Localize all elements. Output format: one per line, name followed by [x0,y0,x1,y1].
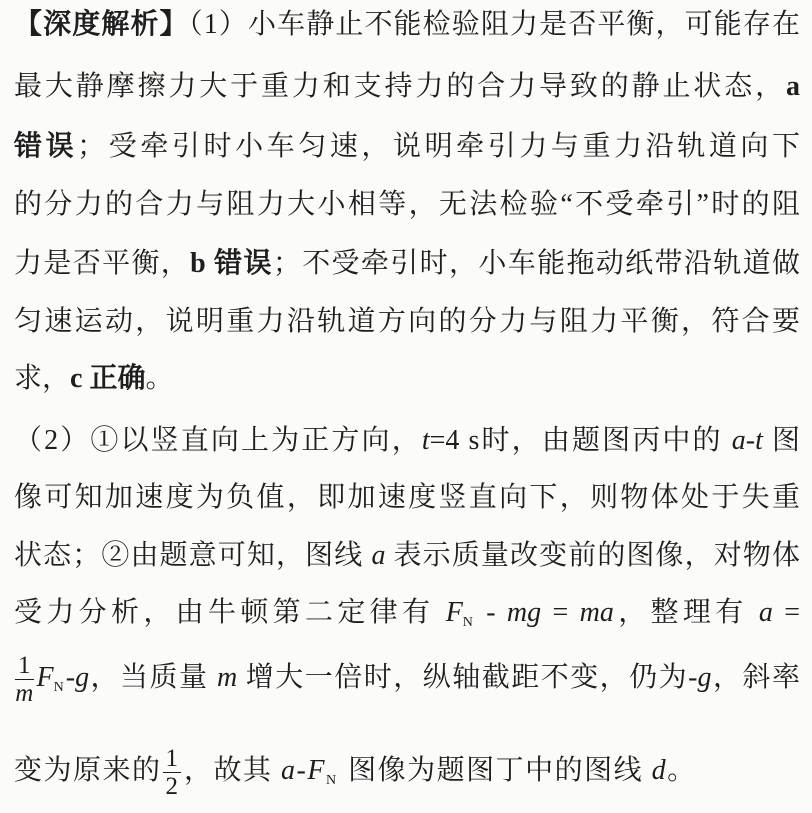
math-subscript-N: N [53,680,64,695]
text-segment: （1）小车静止不能检验阻力是否平衡，可能存在 [188,9,800,40]
math-variable-F: F [445,597,463,628]
math-dash: - [296,755,308,786]
text-segment: ，斜率 [711,662,800,693]
fraction-numerator: 1 [163,745,182,773]
text-line-9 [14,478,800,518]
text-line-3 [14,127,800,167]
text-segment: 求， [14,363,71,394]
text-line-4 [14,185,800,225]
answer-verdict: b 错误 [190,248,273,279]
math-variable-a: a [371,540,386,571]
math-variable-a: a [731,425,746,456]
answer-option-label: a [786,71,800,102]
text-line-8 [14,421,800,461]
text-line-12 [14,646,800,720]
text-line-11 [14,593,800,643]
math-operator: = [772,597,800,628]
text-line-7 [14,359,800,399]
text-segment: 。 [145,363,174,394]
text-line-13 [14,739,800,813]
math-variable-g: g [697,662,712,693]
math-variable-a: a [758,597,773,628]
text-segment: 的分力的合力与阻力大小相等，无法检验“不受牵引”时的阻 [14,189,800,220]
text-line-1 [14,5,800,45]
math-variable-a: a [281,755,297,786]
text-segment: 增大一倍时，纵轴截距不变，仍为- [237,662,698,693]
text-segment: ；受牵引时小车匀速，说明牵引力与重力沿轨道向下 [77,131,800,162]
fraction-numerator: 1 [15,652,34,680]
text-segment: 受力分析，由牛顿第二定律有 [14,597,446,628]
text-line-6 [14,302,800,342]
text-segment: 匀速运动，说明重力沿轨道方向的分力与阻力平衡，符合要 [14,306,800,337]
text-segment: 最大静摩擦力大于重力和支持力的合力导致的静止状态， [14,71,786,102]
math-variable-t: t [755,425,763,456]
math-variable-d: d [651,755,668,786]
section-heading: 【深度解析】 [14,9,189,40]
math-variable-g: g [75,662,90,693]
text-segment: =4 s时，由题图丙中的 [429,425,732,456]
math-variable-m: m [217,662,238,693]
text-segment: （2）①以竖直向上为正方向， [14,425,422,456]
text-segment: ，整理有 [613,597,759,628]
math-operator: - [65,662,76,693]
fraction-denominator: 2 [165,773,179,801]
answer-verdict: 错误 [14,131,78,162]
text-line-2 [14,67,800,107]
math-subscript-N: N [325,773,338,788]
answer-verdict: c 正确 [70,363,146,394]
text-segment: ，故其 [184,755,282,786]
text-segment: 力是否平衡， [14,248,191,279]
fraction-denominator: m [15,680,34,708]
text-segment: 状态；②由题意可知，图线 [14,540,372,571]
math-variable-F: F [36,662,54,693]
text-line-5 [14,244,800,284]
text-segment: 图像为题图丁中的图线 [339,755,652,786]
text-segment: 像可知加速度为负值，即加速度竖直向下，则物体处于失重 [14,482,800,513]
math-term-mg: mg [506,597,542,628]
text-segment: ；不受牵引时，小车能拖动纸带沿轨道做 [272,248,800,279]
math-operator: = [541,597,580,628]
math-operator: - [474,597,507,628]
text-segment: 变为原来的 [14,755,162,786]
fraction-one-over-m [15,652,34,707]
text-segment: 图 [762,425,800,456]
math-variable-F: F [307,755,326,786]
math-variable-t: t [421,425,430,456]
fraction-one-half [163,745,182,800]
text-line-10 [14,536,800,576]
math-dash: - [745,425,756,456]
math-subscript-N: N [462,615,473,630]
text-segment: ，当质量 [89,662,218,693]
math-term-ma: ma [579,597,614,628]
text-segment: 。 [667,755,697,786]
text-segment: 表示质量改变前的图像，对物体 [385,540,800,571]
